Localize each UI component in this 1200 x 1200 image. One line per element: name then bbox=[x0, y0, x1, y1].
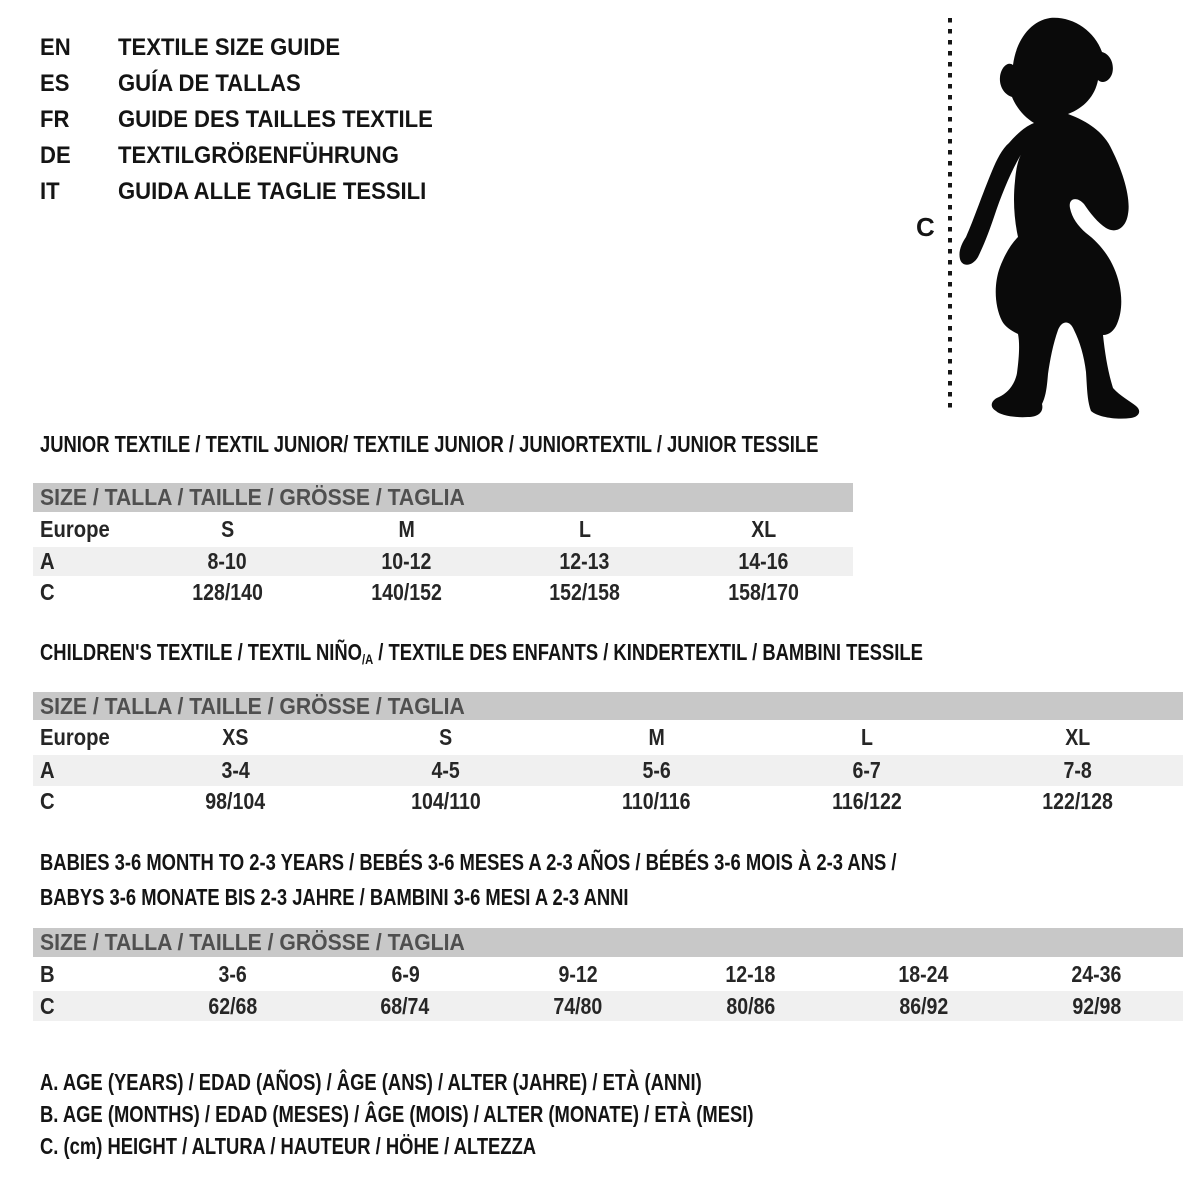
size-header-band: SIZE / TALLA / TAILLE / GRÖSSE / TAGLIA bbox=[33, 928, 1183, 957]
table-row-age-months bbox=[33, 957, 1183, 991]
table-cell: 6-9 bbox=[391, 960, 420, 987]
legend-line-a: A. AGE (YEARS) / EDAD (AÑOS) / ÂGE (ANS) / ALTER (JAHRE) / ETÀ (ANNI) bbox=[40, 1068, 702, 1095]
table-cell: 104/110 bbox=[411, 787, 481, 814]
table-cell: 98/104 bbox=[205, 787, 266, 814]
table-cell: XS bbox=[222, 724, 249, 750]
table-row-europe bbox=[33, 512, 853, 547]
baby-figure bbox=[912, 10, 1152, 422]
table-cell: 5-6 bbox=[642, 757, 671, 783]
row-label: C bbox=[40, 579, 55, 605]
table-cell: 6-7 bbox=[852, 757, 882, 783]
language-code: FR bbox=[40, 106, 70, 133]
figure-height-label: C bbox=[916, 212, 935, 242]
legend-line-b: B. AGE (MONTHS) / EDAD (MESES) / ÂGE (MOIS) / ALTER (MONATE) / ETÀ (MESI) bbox=[40, 1100, 754, 1127]
language-code: DE bbox=[40, 142, 71, 169]
table-cell: 80/86 bbox=[726, 992, 776, 1019]
language-code: EN bbox=[40, 34, 71, 61]
size-header-band: SIZE / TALLA / TAILLE / GRÖSSE / TAGLIA bbox=[33, 483, 853, 512]
table-cell: L bbox=[578, 516, 591, 542]
language-row-es bbox=[40, 66, 460, 102]
table-cell: 62/68 bbox=[207, 992, 257, 1019]
legend-line-c: C. (cm) HEIGHT / ALTURA / HAUTEUR / HÖHE / ALTEZZA bbox=[40, 1132, 537, 1159]
table-cell: 9-12 bbox=[558, 960, 598, 987]
table-row-height bbox=[33, 991, 1183, 1021]
row-label: A bbox=[40, 757, 55, 783]
table-cell: 3-6 bbox=[218, 960, 247, 987]
language-code: ES bbox=[40, 70, 70, 97]
legend bbox=[40, 1066, 932, 1162]
table-cell: 12-13 bbox=[559, 548, 610, 574]
size-header-band: SIZE / TALLA / TAILLE / GRÖSSE / TAGLIA bbox=[33, 692, 1183, 720]
row-label: A bbox=[40, 548, 55, 574]
row-label: Europe bbox=[40, 516, 110, 542]
babies-size-table bbox=[33, 928, 1183, 1021]
language-list bbox=[40, 30, 460, 210]
table-row-europe bbox=[33, 720, 1183, 755]
row-label: Europe bbox=[40, 724, 110, 750]
language-title: GUIDA ALLE TAGLIE TESSILI bbox=[118, 178, 427, 205]
table-cell: L bbox=[861, 724, 874, 750]
table-cell: 158/170 bbox=[728, 579, 799, 605]
table-cell: 4-5 bbox=[431, 757, 461, 783]
childrens-section-heading: CHILDREN'S TEXTILE / TEXTIL NIÑO/A / TEXTILE DES ENFANTS / KINDERTEXTIL / BAMBINI TESSILE bbox=[40, 639, 923, 667]
language-title: TEXTILGRÖßENFÜHRUNG bbox=[118, 142, 399, 169]
table-cell: 92/98 bbox=[1072, 992, 1122, 1019]
language-row-it bbox=[40, 174, 460, 210]
language-title: GUÍA DE TALLAS bbox=[118, 70, 301, 97]
table-cell: 86/92 bbox=[899, 992, 949, 1019]
table-row-height bbox=[33, 576, 853, 609]
babies-section-heading-line1: BABIES 3-6 MONTH TO 2-3 YEARS / BEBÉS 3-6 MESES A 2-3 AÑOS / BÉBÉS 3-6 MOIS À 2-3 ANS / bbox=[40, 849, 897, 875]
table-cell: 140/152 bbox=[370, 579, 442, 605]
language-title: TEXTILE SIZE GUIDE bbox=[118, 34, 341, 61]
language-row-fr bbox=[40, 102, 460, 138]
table-cell: M bbox=[648, 724, 665, 750]
childrens-size-table bbox=[33, 692, 1183, 816]
table-cell: 128/140 bbox=[192, 579, 263, 605]
table-cell: 152/158 bbox=[549, 579, 621, 605]
table-cell: 122/128 bbox=[1042, 787, 1113, 814]
table-cell: XL bbox=[751, 516, 777, 542]
table-cell: 7-8 bbox=[1063, 757, 1092, 783]
table-cell: M bbox=[397, 516, 415, 542]
junior-size-table bbox=[33, 483, 853, 609]
table-row-age bbox=[33, 755, 1183, 786]
junior-section-heading: JUNIOR TEXTILE / TEXTIL JUNIOR/ TEXTILE JUNIOR / JUNIORTEXTIL / JUNIOR TESSILE bbox=[40, 431, 819, 457]
language-row-de bbox=[40, 138, 460, 174]
babies-section-heading-line2: BABYS 3-6 MONATE BIS 2-3 JAHRE / BAMBINI 3-6 MESI A 2-3 ANNI bbox=[40, 884, 629, 910]
language-title: GUIDE DES TAILLES TEXTILE bbox=[118, 106, 433, 133]
table-cell: 3-4 bbox=[221, 757, 250, 783]
table-cell: 116/122 bbox=[832, 787, 902, 814]
language-row-en bbox=[40, 30, 460, 66]
row-label: C bbox=[40, 992, 55, 1019]
row-label: C bbox=[40, 787, 55, 814]
table-cell: 12-18 bbox=[725, 960, 776, 987]
table-cell: 74/80 bbox=[553, 992, 603, 1019]
table-cell: 18-24 bbox=[898, 960, 949, 987]
table-cell: S bbox=[220, 516, 234, 542]
table-cell: 24-36 bbox=[1071, 960, 1122, 987]
table-row-age bbox=[33, 547, 853, 576]
table-cell: 8-10 bbox=[207, 548, 247, 574]
table-cell: XL bbox=[1065, 724, 1091, 750]
table-cell: 110/116 bbox=[622, 787, 691, 814]
table-cell: 68/74 bbox=[380, 992, 430, 1019]
table-cell: 14-16 bbox=[738, 548, 789, 574]
language-code: IT bbox=[40, 178, 60, 205]
table-row-height bbox=[33, 786, 1183, 816]
baby-silhouette-icon bbox=[959, 18, 1139, 419]
table-cell: S bbox=[439, 724, 453, 750]
row-label: B bbox=[40, 960, 55, 987]
table-cell: 10-12 bbox=[381, 548, 432, 574]
